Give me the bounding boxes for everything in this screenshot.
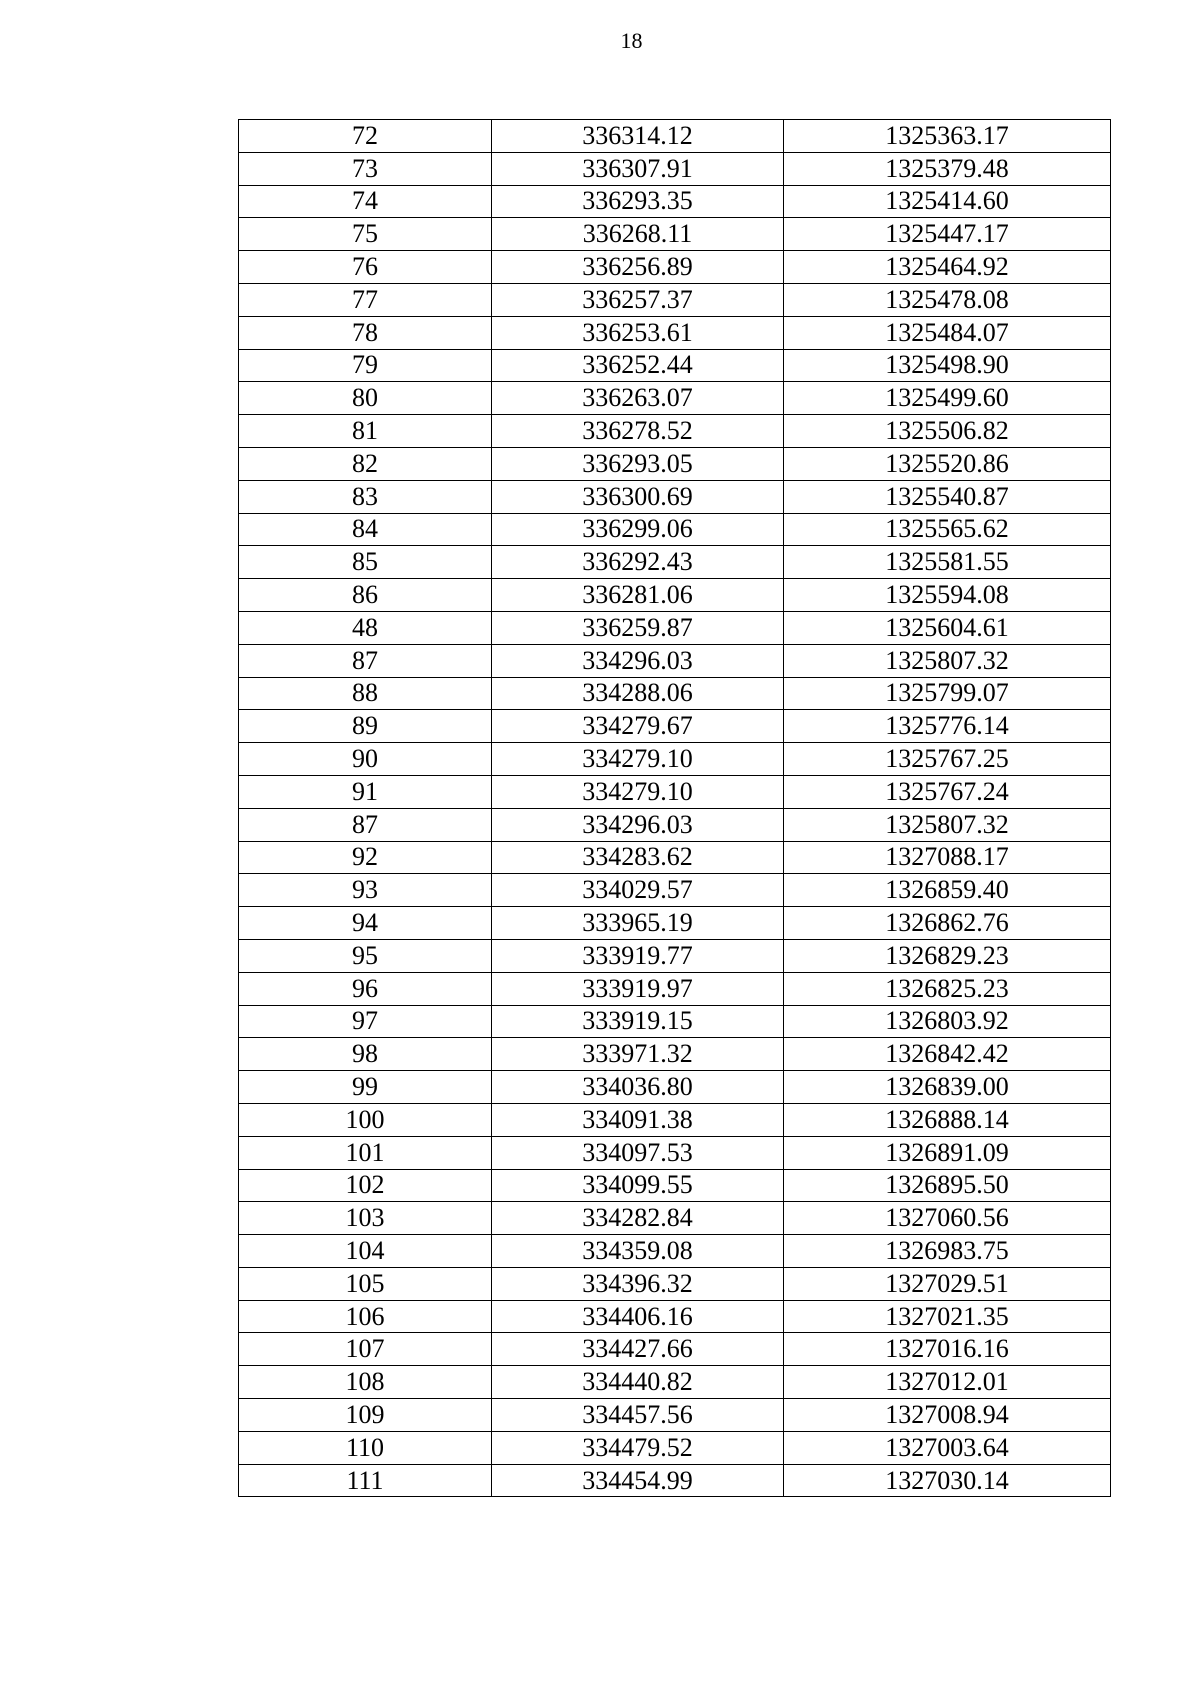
point-number-cell: 73 <box>239 152 492 185</box>
table-row <box>239 185 1111 218</box>
table-row <box>239 710 1111 743</box>
point-number-cell: 78 <box>239 316 492 349</box>
point-number-cell: 84 <box>239 513 492 546</box>
table-row <box>239 1431 1111 1464</box>
x-coordinate-cell: 336256.89 <box>492 251 784 284</box>
point-number-cell: 100 <box>239 1103 492 1136</box>
y-coordinate-cell: 1325447.17 <box>784 218 1111 251</box>
y-coordinate-cell: 1325499.60 <box>784 382 1111 415</box>
table-row <box>239 1399 1111 1432</box>
x-coordinate-cell: 334279.10 <box>492 743 784 776</box>
x-coordinate-cell: 336293.35 <box>492 185 784 218</box>
y-coordinate-cell: 1327012.01 <box>784 1366 1111 1399</box>
x-coordinate-cell: 336314.12 <box>492 120 784 153</box>
point-number-cell: 108 <box>239 1366 492 1399</box>
point-number-cell: 79 <box>239 349 492 382</box>
x-coordinate-cell: 336253.61 <box>492 316 784 349</box>
table-row <box>239 677 1111 710</box>
point-number-cell: 77 <box>239 283 492 316</box>
point-number-cell: 80 <box>239 382 492 415</box>
point-number-cell: 104 <box>239 1235 492 1268</box>
y-coordinate-cell: 1326842.42 <box>784 1038 1111 1071</box>
point-number-cell: 93 <box>239 874 492 907</box>
table-row <box>239 152 1111 185</box>
table-row <box>239 1366 1111 1399</box>
coordinates-table-body <box>239 120 1111 1497</box>
x-coordinate-cell: 336268.11 <box>492 218 784 251</box>
y-coordinate-cell: 1325484.07 <box>784 316 1111 349</box>
y-coordinate-cell: 1325565.62 <box>784 513 1111 546</box>
table-row <box>239 743 1111 776</box>
x-coordinate-cell: 333919.77 <box>492 939 784 972</box>
y-coordinate-cell: 1325767.24 <box>784 775 1111 808</box>
point-number-cell: 111 <box>239 1464 492 1497</box>
table-row <box>239 1464 1111 1497</box>
x-coordinate-cell: 334396.32 <box>492 1267 784 1300</box>
point-number-cell: 101 <box>239 1136 492 1169</box>
point-number-cell: 96 <box>239 972 492 1005</box>
y-coordinate-cell: 1325807.32 <box>784 808 1111 841</box>
x-coordinate-cell: 336281.06 <box>492 579 784 612</box>
y-coordinate-cell: 1325464.92 <box>784 251 1111 284</box>
point-number-cell: 81 <box>239 415 492 448</box>
point-number-cell: 109 <box>239 1399 492 1432</box>
table-row <box>239 251 1111 284</box>
table-row <box>239 349 1111 382</box>
y-coordinate-cell: 1326859.40 <box>784 874 1111 907</box>
table-row <box>239 579 1111 612</box>
y-coordinate-cell: 1325594.08 <box>784 579 1111 612</box>
x-coordinate-cell: 336300.69 <box>492 480 784 513</box>
y-coordinate-cell: 1326803.92 <box>784 1005 1111 1038</box>
y-coordinate-cell: 1325767.25 <box>784 743 1111 776</box>
point-number-cell: 82 <box>239 447 492 480</box>
table-row <box>239 382 1111 415</box>
table-row <box>239 480 1111 513</box>
x-coordinate-cell: 334282.84 <box>492 1202 784 1235</box>
x-coordinate-cell: 334440.82 <box>492 1366 784 1399</box>
point-number-cell: 85 <box>239 546 492 579</box>
x-coordinate-cell: 334288.06 <box>492 677 784 710</box>
table-row <box>239 775 1111 808</box>
table-row <box>239 218 1111 251</box>
y-coordinate-cell: 1327003.64 <box>784 1431 1111 1464</box>
point-number-cell: 98 <box>239 1038 492 1071</box>
table-row <box>239 644 1111 677</box>
x-coordinate-cell: 336293.05 <box>492 447 784 480</box>
x-coordinate-cell: 334406.16 <box>492 1300 784 1333</box>
table-row <box>239 1071 1111 1104</box>
point-number-cell: 86 <box>239 579 492 612</box>
table-row <box>239 1103 1111 1136</box>
point-number-cell: 74 <box>239 185 492 218</box>
x-coordinate-cell: 336252.44 <box>492 349 784 382</box>
y-coordinate-cell: 1325776.14 <box>784 710 1111 743</box>
y-coordinate-cell: 1325581.55 <box>784 546 1111 579</box>
point-number-cell: 75 <box>239 218 492 251</box>
x-coordinate-cell: 334479.52 <box>492 1431 784 1464</box>
x-coordinate-cell: 336263.07 <box>492 382 784 415</box>
y-coordinate-cell: 1325520.86 <box>784 447 1111 480</box>
page-number: 18 <box>620 28 643 53</box>
y-coordinate-cell: 1326983.75 <box>784 1235 1111 1268</box>
table-row <box>239 1267 1111 1300</box>
x-coordinate-cell: 334279.67 <box>492 710 784 743</box>
x-coordinate-cell: 334283.62 <box>492 841 784 874</box>
point-number-cell: 83 <box>239 480 492 513</box>
x-coordinate-cell: 336257.37 <box>492 283 784 316</box>
table-row <box>239 1300 1111 1333</box>
y-coordinate-cell: 1327060.56 <box>784 1202 1111 1235</box>
table-row <box>239 546 1111 579</box>
point-number-cell: 94 <box>239 907 492 940</box>
y-coordinate-cell: 1326839.00 <box>784 1071 1111 1104</box>
y-coordinate-cell: 1327088.17 <box>784 841 1111 874</box>
table-row <box>239 1005 1111 1038</box>
table-row <box>239 1202 1111 1235</box>
y-coordinate-cell: 1326829.23 <box>784 939 1111 972</box>
table-row <box>239 1136 1111 1169</box>
x-coordinate-cell: 336259.87 <box>492 611 784 644</box>
x-coordinate-cell: 336292.43 <box>492 546 784 579</box>
y-coordinate-cell: 1327021.35 <box>784 1300 1111 1333</box>
x-coordinate-cell: 334427.66 <box>492 1333 784 1366</box>
x-coordinate-cell: 333971.32 <box>492 1038 784 1071</box>
y-coordinate-cell: 1326888.14 <box>784 1103 1111 1136</box>
x-coordinate-cell: 336278.52 <box>492 415 784 448</box>
table-row <box>239 1333 1111 1366</box>
x-coordinate-cell: 334454.99 <box>492 1464 784 1497</box>
y-coordinate-cell: 1325478.08 <box>784 283 1111 316</box>
y-coordinate-cell: 1325604.61 <box>784 611 1111 644</box>
x-coordinate-cell: 333965.19 <box>492 907 784 940</box>
x-coordinate-cell: 334091.38 <box>492 1103 784 1136</box>
y-coordinate-cell: 1327029.51 <box>784 1267 1111 1300</box>
point-number-cell: 91 <box>239 775 492 808</box>
y-coordinate-cell: 1325799.07 <box>784 677 1111 710</box>
y-coordinate-cell: 1325506.82 <box>784 415 1111 448</box>
y-coordinate-cell: 1326862.76 <box>784 907 1111 940</box>
x-coordinate-cell: 334097.53 <box>492 1136 784 1169</box>
y-coordinate-cell: 1325363.17 <box>784 120 1111 153</box>
point-number-cell: 88 <box>239 677 492 710</box>
point-number-cell: 48 <box>239 611 492 644</box>
x-coordinate-cell: 334029.57 <box>492 874 784 907</box>
point-number-cell: 90 <box>239 743 492 776</box>
x-coordinate-cell: 334036.80 <box>492 1071 784 1104</box>
x-coordinate-cell: 333919.15 <box>492 1005 784 1038</box>
point-number-cell: 95 <box>239 939 492 972</box>
point-number-cell: 87 <box>239 644 492 677</box>
point-number-cell: 105 <box>239 1267 492 1300</box>
y-coordinate-cell: 1325379.48 <box>784 152 1111 185</box>
point-number-cell: 106 <box>239 1300 492 1333</box>
table-row <box>239 874 1111 907</box>
x-coordinate-cell: 334457.56 <box>492 1399 784 1432</box>
y-coordinate-cell: 1326895.50 <box>784 1169 1111 1202</box>
y-coordinate-cell: 1327030.14 <box>784 1464 1111 1497</box>
x-coordinate-cell: 334279.10 <box>492 775 784 808</box>
point-number-cell: 87 <box>239 808 492 841</box>
table-row <box>239 447 1111 480</box>
table-row <box>239 316 1111 349</box>
x-coordinate-cell: 334359.08 <box>492 1235 784 1268</box>
table-row <box>239 808 1111 841</box>
point-number-cell: 110 <box>239 1431 492 1464</box>
y-coordinate-cell: 1325540.87 <box>784 480 1111 513</box>
point-number-cell: 89 <box>239 710 492 743</box>
point-number-cell: 107 <box>239 1333 492 1366</box>
y-coordinate-cell: 1325807.32 <box>784 644 1111 677</box>
point-number-cell: 102 <box>239 1169 492 1202</box>
table-row <box>239 1169 1111 1202</box>
table-row <box>239 513 1111 546</box>
y-coordinate-cell: 1325498.90 <box>784 349 1111 382</box>
y-coordinate-cell: 1327016.16 <box>784 1333 1111 1366</box>
y-coordinate-cell: 1326891.09 <box>784 1136 1111 1169</box>
table-row <box>239 1235 1111 1268</box>
table-row <box>239 611 1111 644</box>
x-coordinate-cell: 334296.03 <box>492 644 784 677</box>
point-number-cell: 72 <box>239 120 492 153</box>
y-coordinate-cell: 1327008.94 <box>784 1399 1111 1432</box>
y-coordinate-cell: 1326825.23 <box>784 972 1111 1005</box>
table-row <box>239 907 1111 940</box>
point-number-cell: 97 <box>239 1005 492 1038</box>
x-coordinate-cell: 334099.55 <box>492 1169 784 1202</box>
x-coordinate-cell: 336299.06 <box>492 513 784 546</box>
coordinates-table <box>238 119 1111 1497</box>
point-number-cell: 99 <box>239 1071 492 1104</box>
x-coordinate-cell: 336307.91 <box>492 152 784 185</box>
table-row <box>239 283 1111 316</box>
table-row <box>239 415 1111 448</box>
table-row <box>239 1038 1111 1071</box>
point-number-cell: 92 <box>239 841 492 874</box>
x-coordinate-cell: 334296.03 <box>492 808 784 841</box>
table-row <box>239 939 1111 972</box>
point-number-cell: 103 <box>239 1202 492 1235</box>
table-row <box>239 120 1111 153</box>
table-row <box>239 841 1111 874</box>
point-number-cell: 76 <box>239 251 492 284</box>
x-coordinate-cell: 333919.97 <box>492 972 784 1005</box>
table-row <box>239 972 1111 1005</box>
y-coordinate-cell: 1325414.60 <box>784 185 1111 218</box>
